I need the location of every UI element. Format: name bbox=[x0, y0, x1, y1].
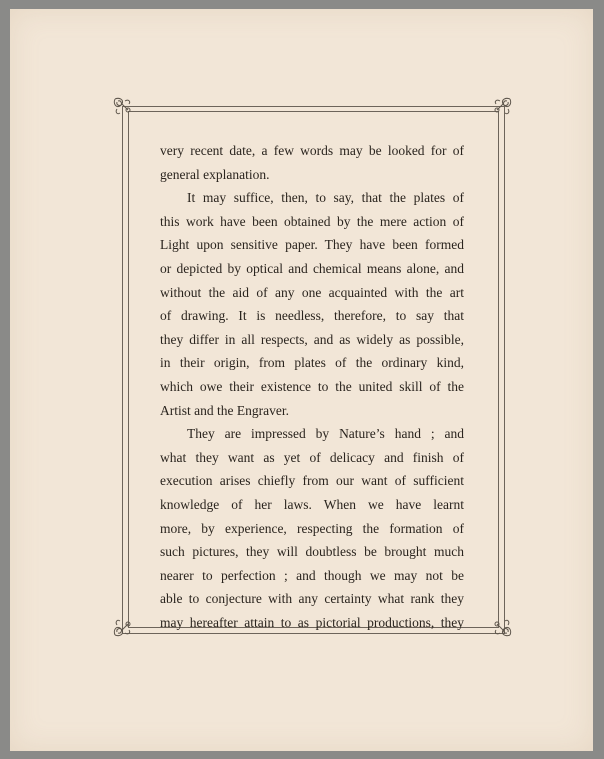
paragraph-2 bbox=[160, 186, 464, 422]
text-line: they differ in all respects, and as widely as possible, bbox=[160, 331, 464, 347]
text-line: of drawing. It is needless, therefore, to say that bbox=[160, 308, 464, 324]
text-line: nearer to perfection ; and though we may not be bbox=[160, 567, 464, 583]
text-line: which owe their existence to the united skill of the bbox=[160, 378, 464, 394]
text-line: able to conjecture with any certainty what rank they bbox=[160, 591, 464, 607]
text-line: what they want as yet of delicacy and finish of bbox=[160, 449, 464, 465]
text-line: without the aid of any one acquainted with the art bbox=[160, 284, 464, 300]
text-line: such pictures, they will doubtless be brought much bbox=[160, 544, 464, 560]
text-line: more, by experience, respecting the formation of bbox=[160, 520, 464, 536]
ornament-bottom-right-icon bbox=[487, 612, 513, 638]
text-line: this work have been obtained by the mere action of bbox=[160, 213, 464, 229]
text-line: very recent date, a few words may be looked for of bbox=[160, 143, 464, 158]
text-line: It may suffice, then, to say, that the plates of bbox=[187, 190, 464, 206]
text-line: Artist and the Engraver. bbox=[160, 402, 289, 418]
text-line: knowledge of her laws. When we have learnt bbox=[160, 496, 464, 512]
ornament-top-right-icon bbox=[487, 96, 513, 122]
text-line: general explanation. bbox=[160, 166, 270, 182]
text-line: may hereafter attain to as pictorial productions, they bbox=[160, 614, 464, 630]
text-line: in their origin, from plates of the ordinary kind, bbox=[160, 355, 464, 371]
paragraph-3 bbox=[160, 422, 464, 634]
body-text bbox=[160, 139, 464, 634]
text-line: execution arises chiefly from our want of sufficient bbox=[160, 473, 464, 489]
paragraph-1 bbox=[160, 139, 464, 186]
text-line: They are impressed by Nature’s hand ; and bbox=[187, 426, 464, 442]
ornament-bottom-left-icon bbox=[112, 612, 138, 638]
text-line: Light upon sensitive paper. They have been formed bbox=[160, 237, 464, 253]
text-line: or depicted by optical and chemical means alone, and bbox=[160, 260, 464, 276]
ornament-top-left-icon bbox=[112, 96, 138, 122]
